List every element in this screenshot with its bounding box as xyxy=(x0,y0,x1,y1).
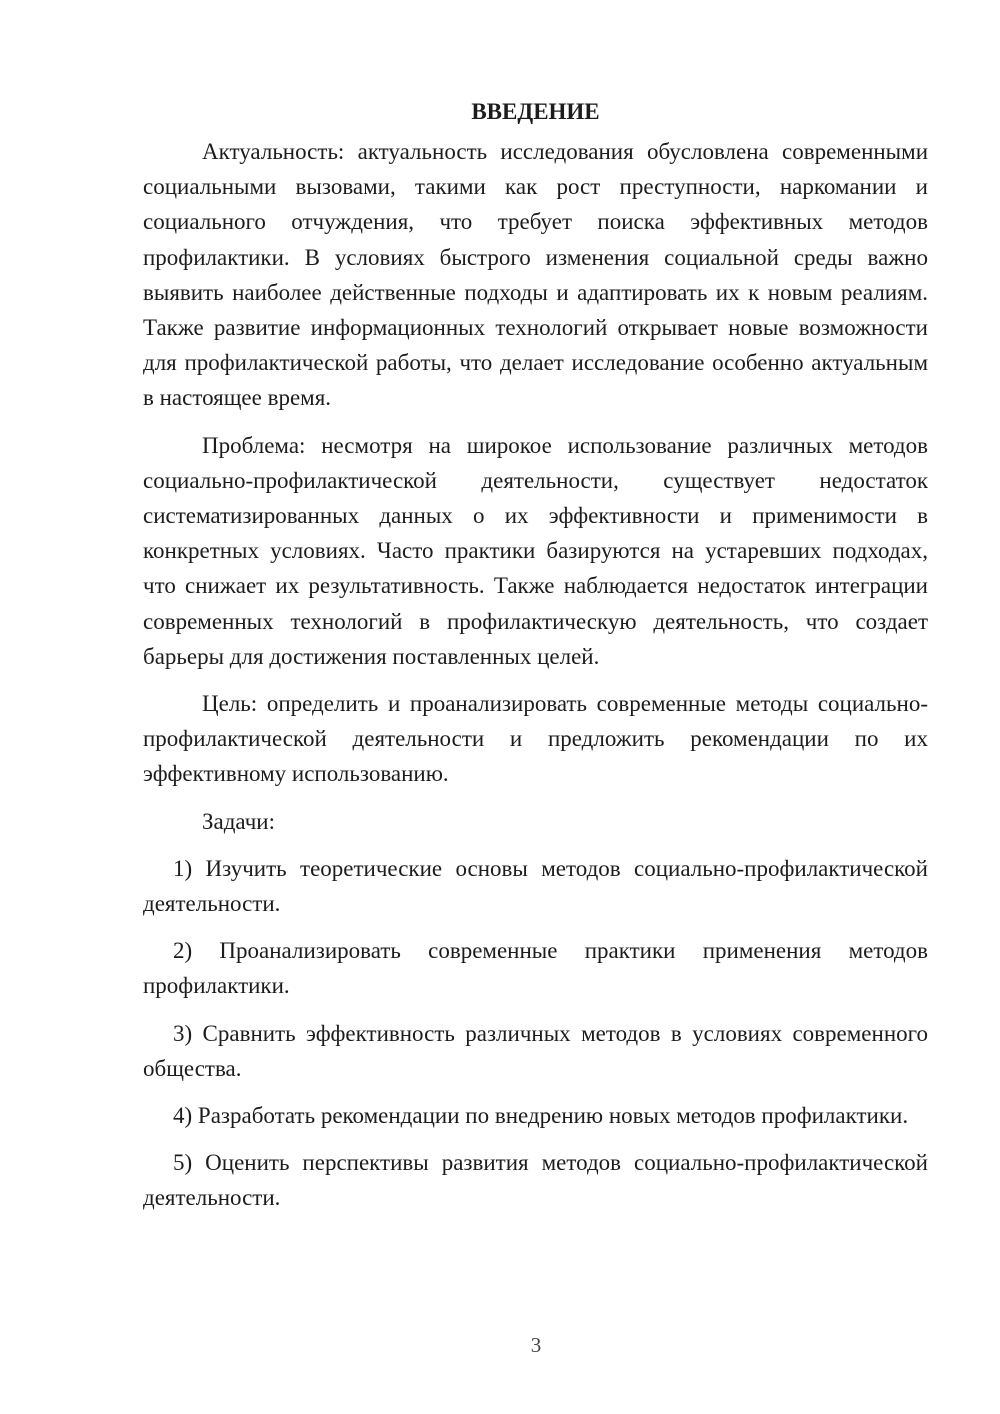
task-item-2: 2) Проанализировать современные практики применения методов профилактики. xyxy=(143,938,928,999)
page-number: 3 xyxy=(530,1333,542,1357)
page-content xyxy=(143,94,928,1228)
task-item-5: 5) Оценить перспективы развития методов социально-профилактической деятельности. xyxy=(143,1150,928,1211)
problem-paragraph: Проблема: несмотря на широкое использование различных методов социально-профилактической деятельности, существует недостаток систематизированных данных о их эффективности и применимости в конкретных условиях. Часто практики базируются на устаревших подходах, что снижает их результативность. Также наблюдается недостаток интеграции современных технологий в профилактическую деятельность, что создает барьеры для достижения поставленных целей. xyxy=(143,432,928,669)
section-heading: ВВЕДЕНИЕ xyxy=(471,99,600,124)
task-item-1: 1) Изучить теоретические основы методов социально-профилактической деятельности. xyxy=(143,855,928,917)
relevance-paragraph: Актуальность: актуальность исследования обусловлена современными социальными вызовами, такими как рост преступности, наркомании и социального отчуждения, что требует поиска эффективных методов профилактики. В условиях быстрого изменения социальной среды важно выявить наиболее действенные подходы и адаптировать их к новым реалиям. Также развитие информационных технологий открывает новые возможности для профилактической работы, что делает исследование особенно актуальным в настоящее время. xyxy=(143,139,928,411)
goal-paragraph: Цель: определить и проанализировать современные методы социально-профилактической деятельности и предложить рекомендации по их эффективному использованию. xyxy=(143,691,928,787)
tasks-label: Задачи: xyxy=(202,808,275,834)
task-item-4: 4) Разработать рекомендации по внедрению новых методов профилактики. xyxy=(173,1103,909,1129)
task-item-3: 3) Сравнить эффективность различных методов в условиях современного общества. xyxy=(143,1020,928,1081)
